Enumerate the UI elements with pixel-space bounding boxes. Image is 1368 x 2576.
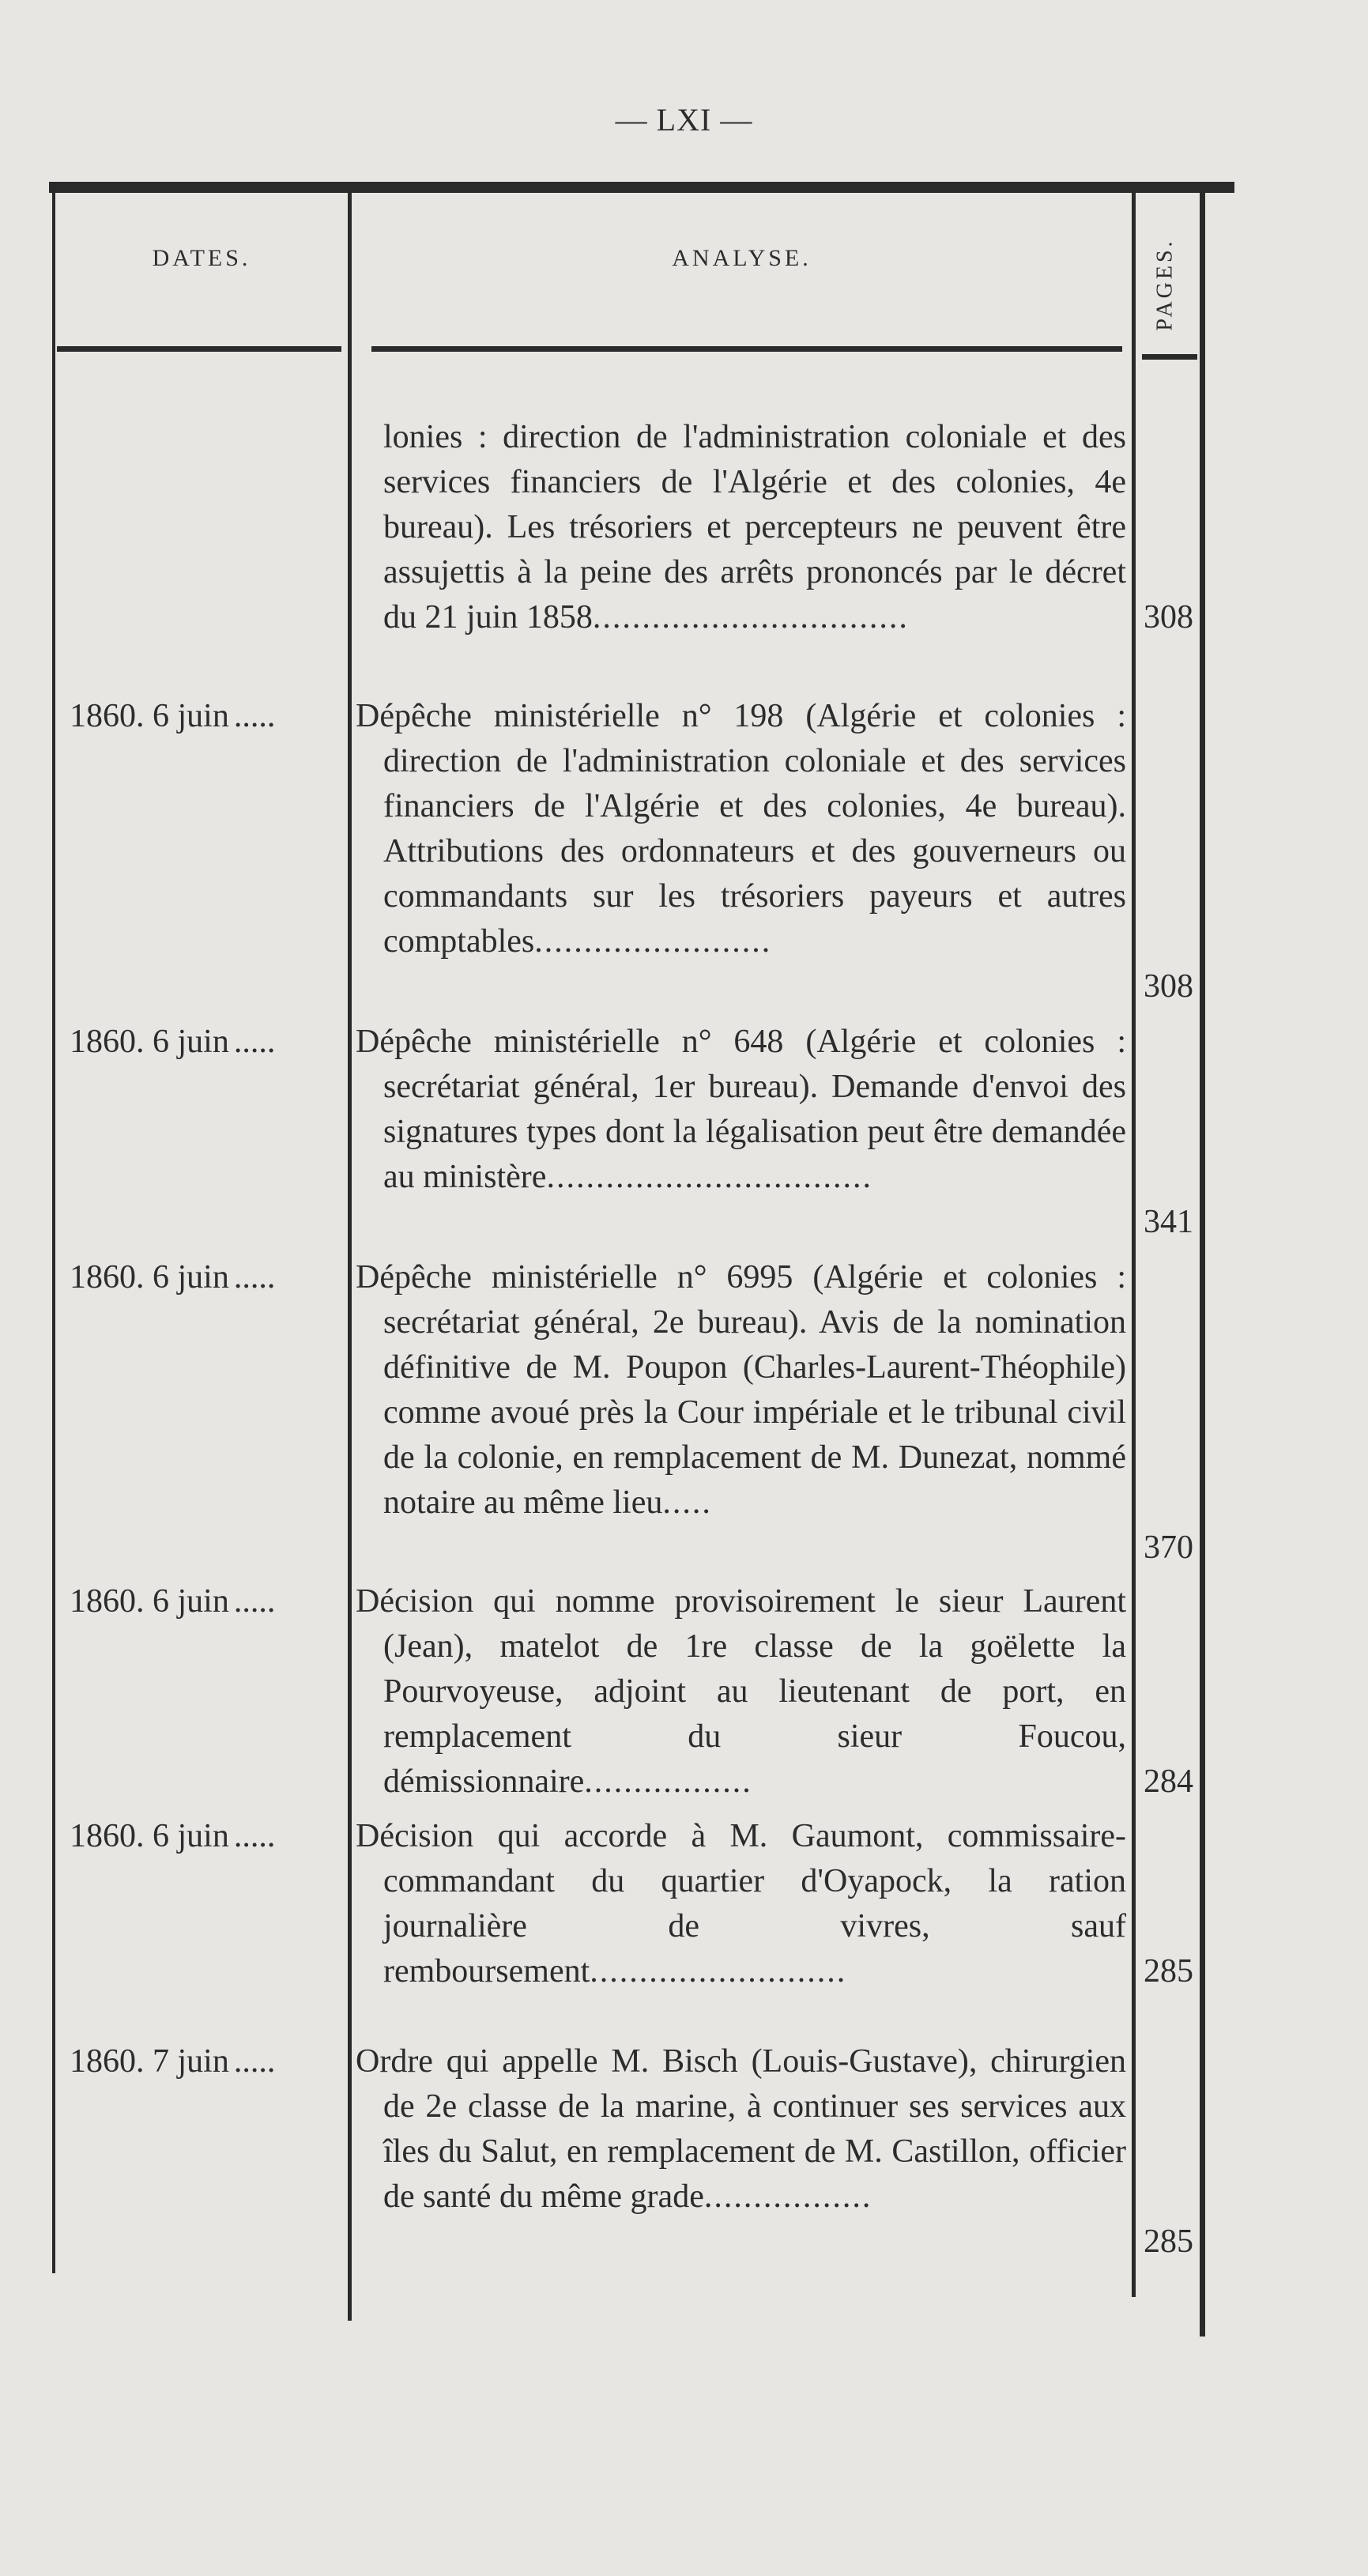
analysis-text: Dépêche ministérielle n° 6995 (Algérie et colonies : secrétariat général, 2e bureau). Avis de la nomination définitive de M. Poupon (Charles-Laurent-Théophile) comme avoué près la Cour impériale et le tribunal civil de la colonie, en remplacement de M. Dunezat, nommé notaire au même lieu..... (356, 1259, 1126, 1521)
header-rule-analysis (371, 346, 1122, 352)
entry-date: 1860. 6 juin ..... (70, 1583, 276, 1620)
entry-date: 1860. 6 juin ..... (70, 1818, 276, 1854)
right-border (1200, 187, 1205, 2337)
header-rule-pages (1142, 354, 1197, 360)
column-divider-dates (348, 187, 352, 2321)
page-ref: 285 (1144, 1953, 1193, 1990)
page-ref: 284 (1144, 1763, 1193, 1800)
analysis-text: Ordre qui appelle M. Bisch (Louis-Gustave), chirurgien de 2e classe de la marine, à continuer ses services aux îles du Salut, en remplacement de M. Castillon, officier de santé du même grade................. (356, 2043, 1126, 2215)
column-divider-pages (1132, 187, 1136, 2297)
entry-date: 1860. 6 juin ..... (70, 1024, 276, 1060)
page-ref: 308 (1144, 599, 1193, 636)
entry-date: 1860. 6 juin ..... (70, 1259, 276, 1296)
page-number: — LXI — (615, 102, 753, 138)
page-ref: 308 (1144, 968, 1193, 1005)
entry-date: 1860. 6 juin ..... (70, 698, 276, 734)
header-pages: PAGES. (1153, 238, 1178, 331)
page-ref: 341 (1144, 1204, 1193, 1240)
header-dates: DATES. (152, 245, 251, 271)
page-ref: 370 (1144, 1529, 1193, 1566)
left-border (52, 187, 55, 2273)
page-ref: 285 (1144, 2223, 1193, 2260)
analysis-text: Décision qui accorde à M. Gaumont, commissaire-commandant du quartier d'Oyapock, la ration journalière de vivres, sauf remboursement.......................... (356, 1818, 1126, 1990)
analysis-text: Dépêche ministérielle n° 198 (Algérie et colonies : direction de l'administration coloniale et des services financiers de l'Algérie et des colonies, 4e bureau). Attributions des ordonnateurs et des gouverneurs ou commandants sur les trésoriers payeurs et autres comptables........................ (356, 698, 1126, 960)
table-top-rule (49, 182, 1234, 193)
analysis-text: Décision qui nomme provisoirement le sieur Laurent (Jean), matelot de 1re classe de la goëlette la Pourvoyeuse, adjoint au lieutenant de port, en remplacement du sieur Foucou, démissionnaire................. (356, 1583, 1126, 1800)
header-rule-dates (57, 346, 341, 352)
entry-date: 1860. 7 juin ..... (70, 2043, 276, 2080)
analysis-text: Dépêche ministérielle n° 648 (Algérie et colonies : secrétariat général, 1er bureau). Demande d'envoi des signatures types dont la légalisation peut être demandée au ministère................................. (356, 1024, 1126, 1195)
header-analysis: ANALYSE. (672, 245, 812, 271)
analysis-text: lonies : direction de l'administration coloniale et des services financiers de l'Algérie et des colonies, 4e bureau). Les trésoriers et percepteurs ne peuvent être assujettis à la peine des arrêts prononcés par le décret du 21 juin 1858................................ (383, 419, 1126, 636)
